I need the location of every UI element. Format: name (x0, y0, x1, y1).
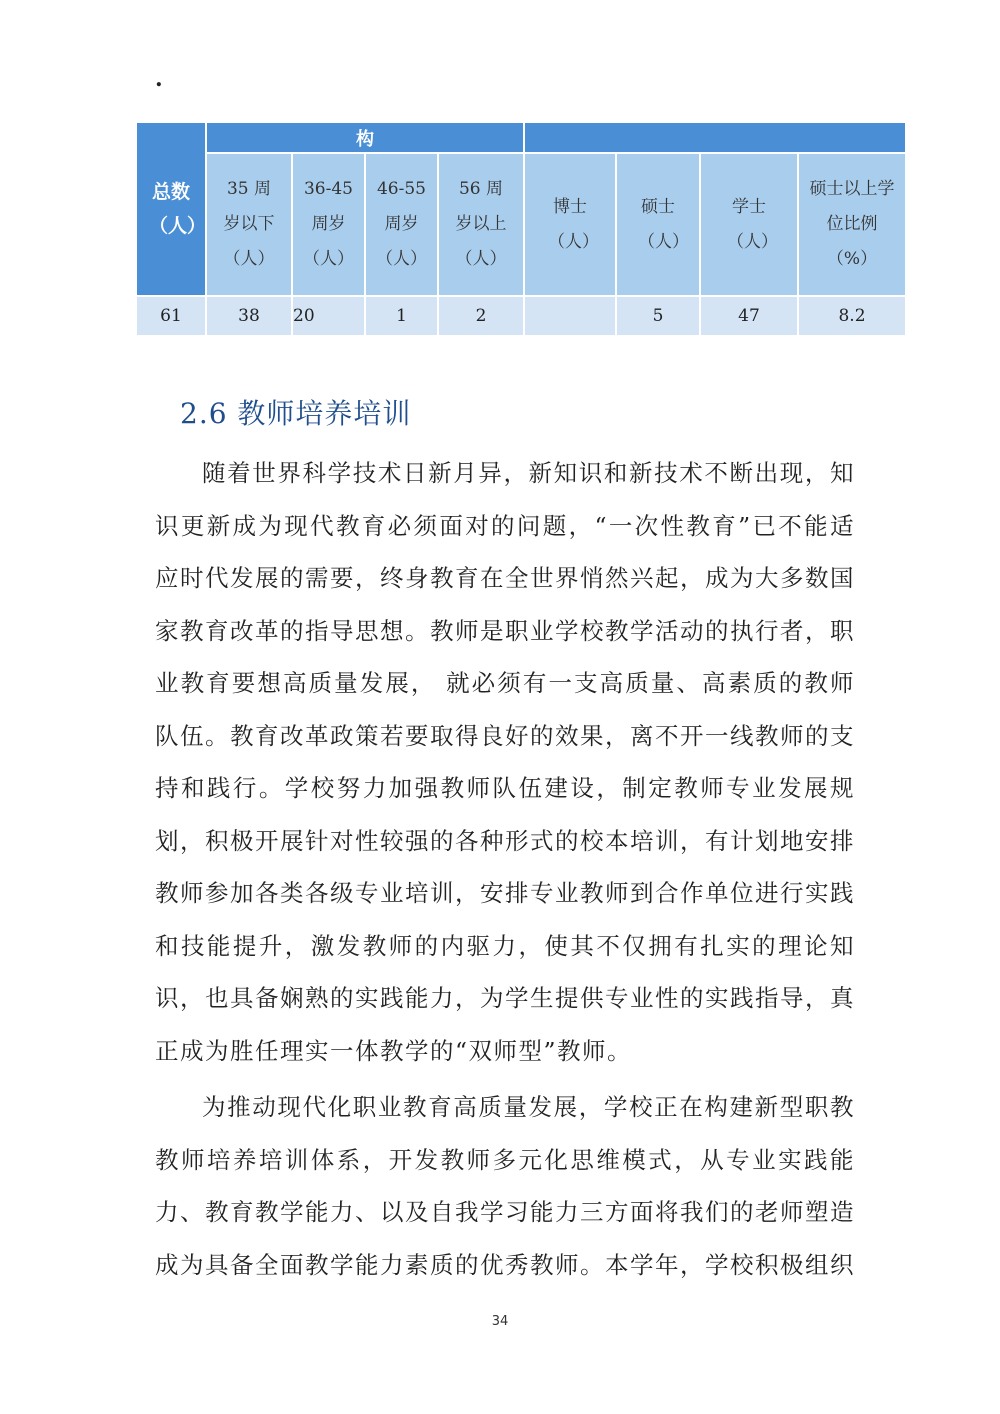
body-paragraph: 为推动现代化职业教育高质量发展，学校正在构建新型职教教师培养培训体系，开发教师多元化思维模式，从专业实践能力、教育教学能力、以及自我学习能力三方面将我们的老师塑造成为具备全面教学能力素质的优秀教师。本学年，学校积极组织 (155, 1093, 855, 1279)
degree-header-master: 硕士（人） (616, 153, 700, 296)
table-cell: 5 (616, 296, 700, 336)
table-row (136, 296, 906, 336)
table-cell: 2 (438, 296, 524, 336)
table-cell: 61 (136, 296, 206, 336)
table-cell: 38 (206, 296, 292, 336)
table-cell (524, 296, 616, 336)
table-cell: 8.2 (798, 296, 906, 336)
degree-group-header (524, 122, 906, 153)
table-cell: 1 (365, 296, 438, 336)
age-header-36-45: 36-45周岁（人） (292, 153, 365, 296)
section-heading: 2.6 教师培养培训 (180, 397, 412, 430)
table-cell: 20 (292, 296, 365, 336)
degree-header-bachelor: 学士（人） (700, 153, 798, 296)
degree-header-ratio: 硕士以上学位比例（%） (798, 153, 906, 296)
age-header-over56: 56 周岁以上（人） (438, 153, 524, 296)
total-header: 总数（人） (136, 122, 206, 296)
page-marker: . (155, 66, 163, 92)
age-header-46-55: 46-55周岁（人） (365, 153, 438, 296)
degree-header-phd: 博士（人） (524, 153, 616, 296)
struct-header: 构 (206, 122, 524, 153)
table-cell: 47 (700, 296, 798, 336)
age-header-under35: 35 周岁以下（人） (206, 153, 292, 296)
page-number: 34 (491, 1314, 509, 1329)
teacher-stats-table (135, 121, 907, 337)
body-paragraph: 随着世界科学技术日新月异，新知识和新技术不断出现，知识更新成为现代教育必须面对的问题，“一次性教育”已不能适应时代发展的需要，终身教育在全世界悄然兴起，成为大多数国家教育改革的指导思想。教师是职业学校教学活动的执行者，职业教育要想高质量发展， 就必须有一支高质量、高素质的教师队伍。教育改革政策若要取得良好的效果，离不开一线教师的支持和践行。学校努力加强教师队伍建设，制定教师专业发展规划，积极开展针对性较强的各种形式的校本培训，有计划地安排教师参加各类各级专业培训，安排专业教师到合作单位进行实践和技能提升，激发教师的内驱力，使其不仅拥有扎实的理论知识，也具备娴熟的实践能力，为学生提供专业性的实践指导，真正成为胜任理实一体教学的“双师型”教师。 (155, 459, 855, 1065)
